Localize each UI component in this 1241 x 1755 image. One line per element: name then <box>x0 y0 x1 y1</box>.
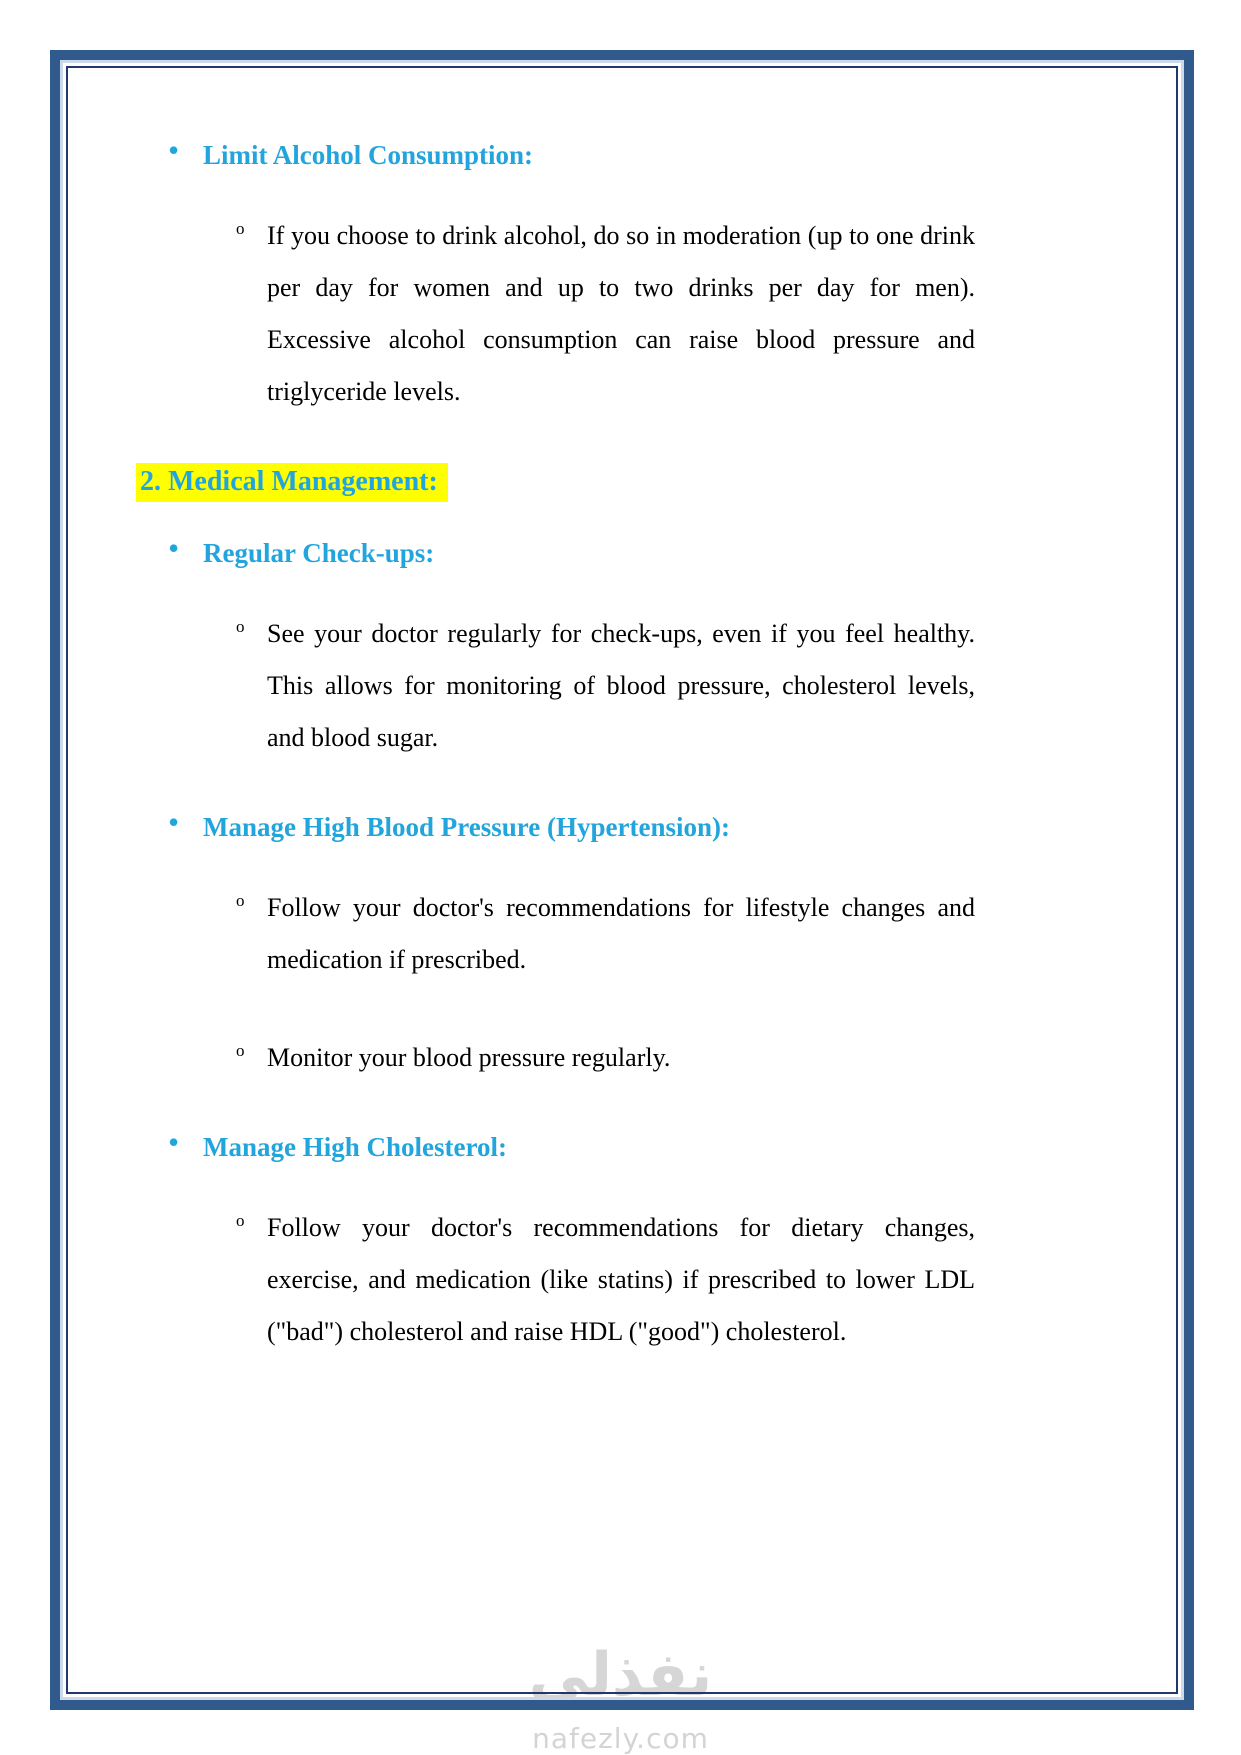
circle-bullet-icon: o <box>236 617 245 636</box>
bullet-dot-icon: • <box>168 804 180 840</box>
paragraph-see-doctor <box>236 608 975 764</box>
circle-bullet-icon: o <box>236 1211 245 1230</box>
bullet-heading-manage-blood-pressure <box>168 804 1178 844</box>
paragraph-text: Follow your doctor's recommendations for lifestyle changes and medication if prescribed. <box>267 893 975 974</box>
heading-text: Regular Check-ups: <box>203 538 435 568</box>
circle-bullet-icon: o <box>236 891 245 910</box>
watermark-url: nafezly.com <box>532 1722 709 1755</box>
bullet-heading-regular-checkups <box>168 530 1178 570</box>
document-content <box>66 66 1178 1404</box>
circle-bullet-icon: o <box>236 219 245 238</box>
bullet-heading-manage-cholesterol <box>168 1124 1178 1164</box>
bullet-heading-limit-alcohol <box>168 132 1178 172</box>
paragraph-text: Follow your doctor's recommendations for dietary changes, exercise, and medication (like statins) if prescribed to lower LDL ("bad") cholesterol and raise HDL ("good") cholesterol. <box>267 1213 975 1346</box>
paragraph-text: See your doctor regularly for check-ups, even if you feel healthy. This allows for monitoring of blood pressure, cholesterol levels, and blood sugar. <box>267 619 975 752</box>
circle-bullet-icon: o <box>236 1041 245 1060</box>
heading-text: Manage High Cholesterol: <box>203 1132 507 1162</box>
highlighted-heading-text: 2. Medical Management: <box>136 463 448 502</box>
section-heading-medical-management <box>136 464 1178 500</box>
paragraph-follow-recommendations-lifestyle <box>236 882 975 986</box>
bullet-dot-icon: • <box>168 530 180 566</box>
paragraph-follow-recommendations-dietary <box>236 1202 975 1358</box>
paragraph-text: Monitor your blood pressure regularly. <box>267 1043 671 1072</box>
paragraph-alcohol-moderation <box>236 210 975 418</box>
paragraph-text: If you choose to drink alcohol, do so in moderation (up to one drink per day for women and up to two drinks per day for men). Excessive alcohol consumption can raise blood pressure and triglyceride levels. <box>267 221 975 406</box>
heading-text: Limit Alcohol Consumption: <box>203 140 534 170</box>
paragraph-monitor-blood-pressure <box>236 1032 975 1084</box>
watermark-logo: نفذلي <box>528 1640 713 1710</box>
bullet-dot-icon: • <box>168 1124 180 1160</box>
heading-text: Manage High Blood Pressure (Hypertension): <box>203 812 730 842</box>
bullet-dot-icon: • <box>168 132 180 168</box>
